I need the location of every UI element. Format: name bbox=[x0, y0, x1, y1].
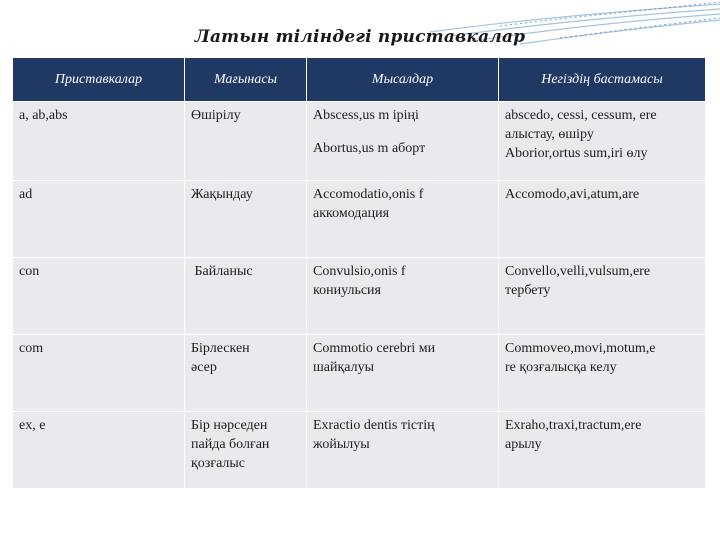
base-cell bbox=[499, 335, 706, 412]
meaning-cell bbox=[185, 335, 307, 412]
meaning-text: Байланыс bbox=[194, 264, 253, 279]
table-row bbox=[13, 102, 706, 181]
example-cell bbox=[307, 335, 499, 412]
example-text: Convulsio,onis f bbox=[313, 264, 406, 279]
prefix-table bbox=[12, 57, 706, 489]
prefix-cell: ex, e bbox=[13, 412, 185, 489]
header-prefixes: Приставкалар bbox=[13, 58, 185, 102]
base-cell bbox=[499, 102, 706, 181]
base-text: Convello,velli,vulsum,ere bbox=[505, 264, 651, 279]
meaning-cell bbox=[185, 258, 307, 335]
page-title: Латын тіліндегі приставкалар bbox=[194, 27, 526, 47]
prefix-cell: a, ab,abs bbox=[13, 102, 185, 181]
example-cell bbox=[307, 412, 499, 489]
base-text: тербету bbox=[505, 283, 551, 298]
example-text: Abortus,us m аборт bbox=[313, 141, 426, 156]
example-text: Abscess,us m іріңі bbox=[313, 108, 419, 123]
base-text: Accomodo,avi,atum,are bbox=[505, 187, 640, 202]
meaning-cell: Өшірілу bbox=[185, 102, 307, 181]
example-cell bbox=[307, 102, 499, 181]
example-cell bbox=[307, 181, 499, 258]
example-text: Commotio cerebri ми bbox=[313, 341, 436, 356]
example-text: шайқалуы bbox=[313, 360, 375, 375]
table-header-row bbox=[13, 58, 706, 102]
base-cell bbox=[499, 258, 706, 335]
base-cell bbox=[499, 412, 706, 489]
table-row bbox=[13, 181, 706, 258]
table-row bbox=[13, 412, 706, 489]
header-base: Негіздің бастамасы bbox=[499, 58, 706, 102]
example-text: аккомодация bbox=[313, 206, 390, 221]
meaning-cell bbox=[185, 412, 307, 489]
meaning-text: Бір нәрседен bbox=[191, 418, 268, 433]
example-text: Accomodatio,onis f bbox=[313, 187, 424, 202]
example-text: жойылуы bbox=[313, 437, 370, 452]
table-row bbox=[13, 335, 706, 412]
meaning-text: әсер bbox=[191, 360, 217, 375]
example-text: кониульсия bbox=[313, 283, 381, 298]
header-examples: Мысалдар bbox=[307, 58, 499, 102]
base-text: алыстау, өшіру bbox=[505, 127, 594, 142]
base-text: арылу bbox=[505, 437, 542, 452]
prefix-cell: com bbox=[13, 335, 185, 412]
example-text: Exractio dentis тістің bbox=[313, 418, 435, 433]
example-cell bbox=[307, 258, 499, 335]
base-text: re қозғалысқа келу bbox=[505, 360, 617, 375]
prefix-cell: con bbox=[13, 258, 185, 335]
prefix-cell: ad bbox=[13, 181, 185, 258]
header-meaning: Мағынасы bbox=[185, 58, 307, 102]
base-text: Aborior,ortus sum,iri өлу bbox=[505, 146, 648, 161]
meaning-text: қозғалыс bbox=[191, 456, 246, 471]
base-cell bbox=[499, 181, 706, 258]
meaning-text: Бірлескен bbox=[191, 341, 250, 356]
base-text: abscedo, cessi, cessum, ere bbox=[505, 108, 657, 123]
base-text: Exraho,traxi,tractum,ere bbox=[505, 418, 642, 433]
meaning-text: пайда болған bbox=[191, 437, 270, 452]
meaning-cell: Жақындау bbox=[185, 181, 307, 258]
base-text: Commoveo,movi,motum,e bbox=[505, 341, 656, 356]
table-row bbox=[13, 258, 706, 335]
